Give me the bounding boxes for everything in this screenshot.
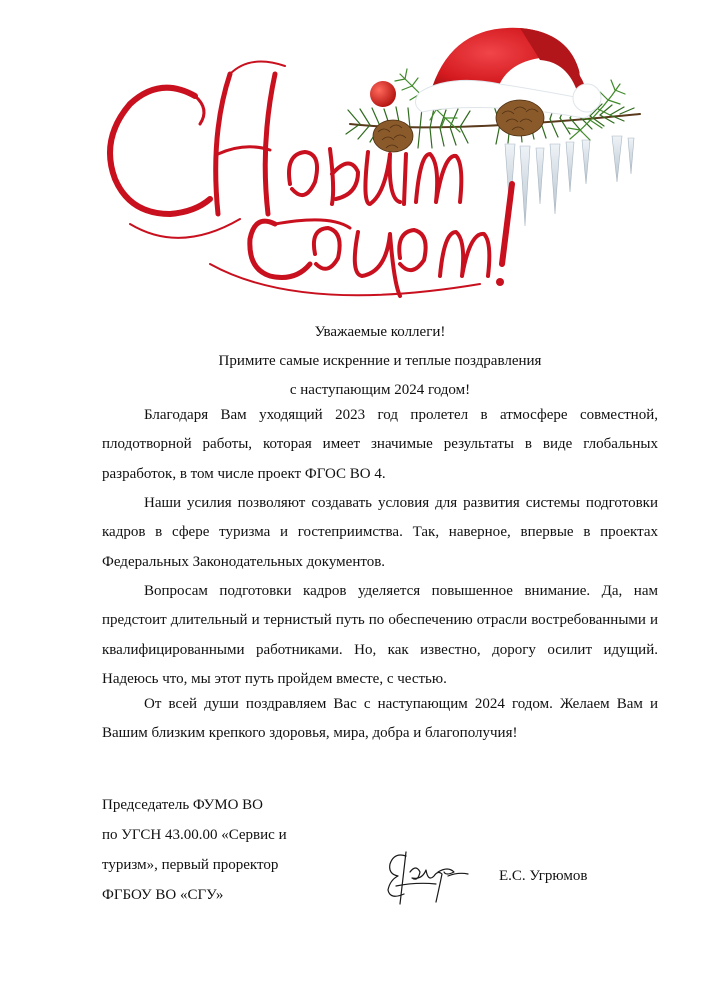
signatory-name: Е.С. Угрюмов — [499, 868, 588, 884]
handwritten-signature — [376, 842, 476, 908]
position-line-3: туризм», первый проректор — [102, 857, 279, 873]
letter-paragraph-3: Вопросам подготовки кадров уделяется повышенное внимание. Да, нам предстоит длительный и тернистый путь по обеспечению отрасли востребованными и квалифицированными работниками. Но, как известно, дорогу осилит идущий. Надеюсь что, мы этот путь пройдем вместе, с честью. — [102, 583, 658, 687]
letter-paragraph-4: От всей души поздравляем Вас с наступающим 2024 годом. Желаем Вам и Вашим близким крепкого здоровья, мира, добра и благополучия! — [102, 696, 658, 742]
icicles-decoration — [505, 136, 634, 226]
letter-paragraph-2: Наши усилия позволяют создавать условия для развития системы подготовки кадров в сфере туризма и гостеприимства. Так, наверное, впервые в проектах Федеральных Законодательных документов. — [102, 495, 658, 570]
salutation-line-1: Уважаемые коллеги! — [314, 324, 446, 340]
salutation-line-2: Примите самые искренние и теплые поздравления — [218, 353, 542, 369]
new-year-greeting-artwork — [100, 14, 670, 314]
position-line-2: по УГСН 43.00.00 «Сервис и — [102, 827, 287, 843]
signatory-position-block — [102, 790, 342, 910]
christmas-ball-decoration — [370, 81, 396, 107]
salutation-line-3: с наступающим 2024 годом! — [289, 382, 471, 398]
position-line-1: Председатель ФУМО ВО — [102, 797, 264, 813]
letter-paragraph-1: Благодаря Вам уходящий 2023 год пролетел в атмосфере совместной, плодотворной работы, которая имеет значимые результаты в виде глобальных разработок, в том числе проект ФГОС ВО 4. — [102, 407, 658, 482]
position-line-4: ФГБОУ ВО «СГУ» — [102, 887, 224, 903]
